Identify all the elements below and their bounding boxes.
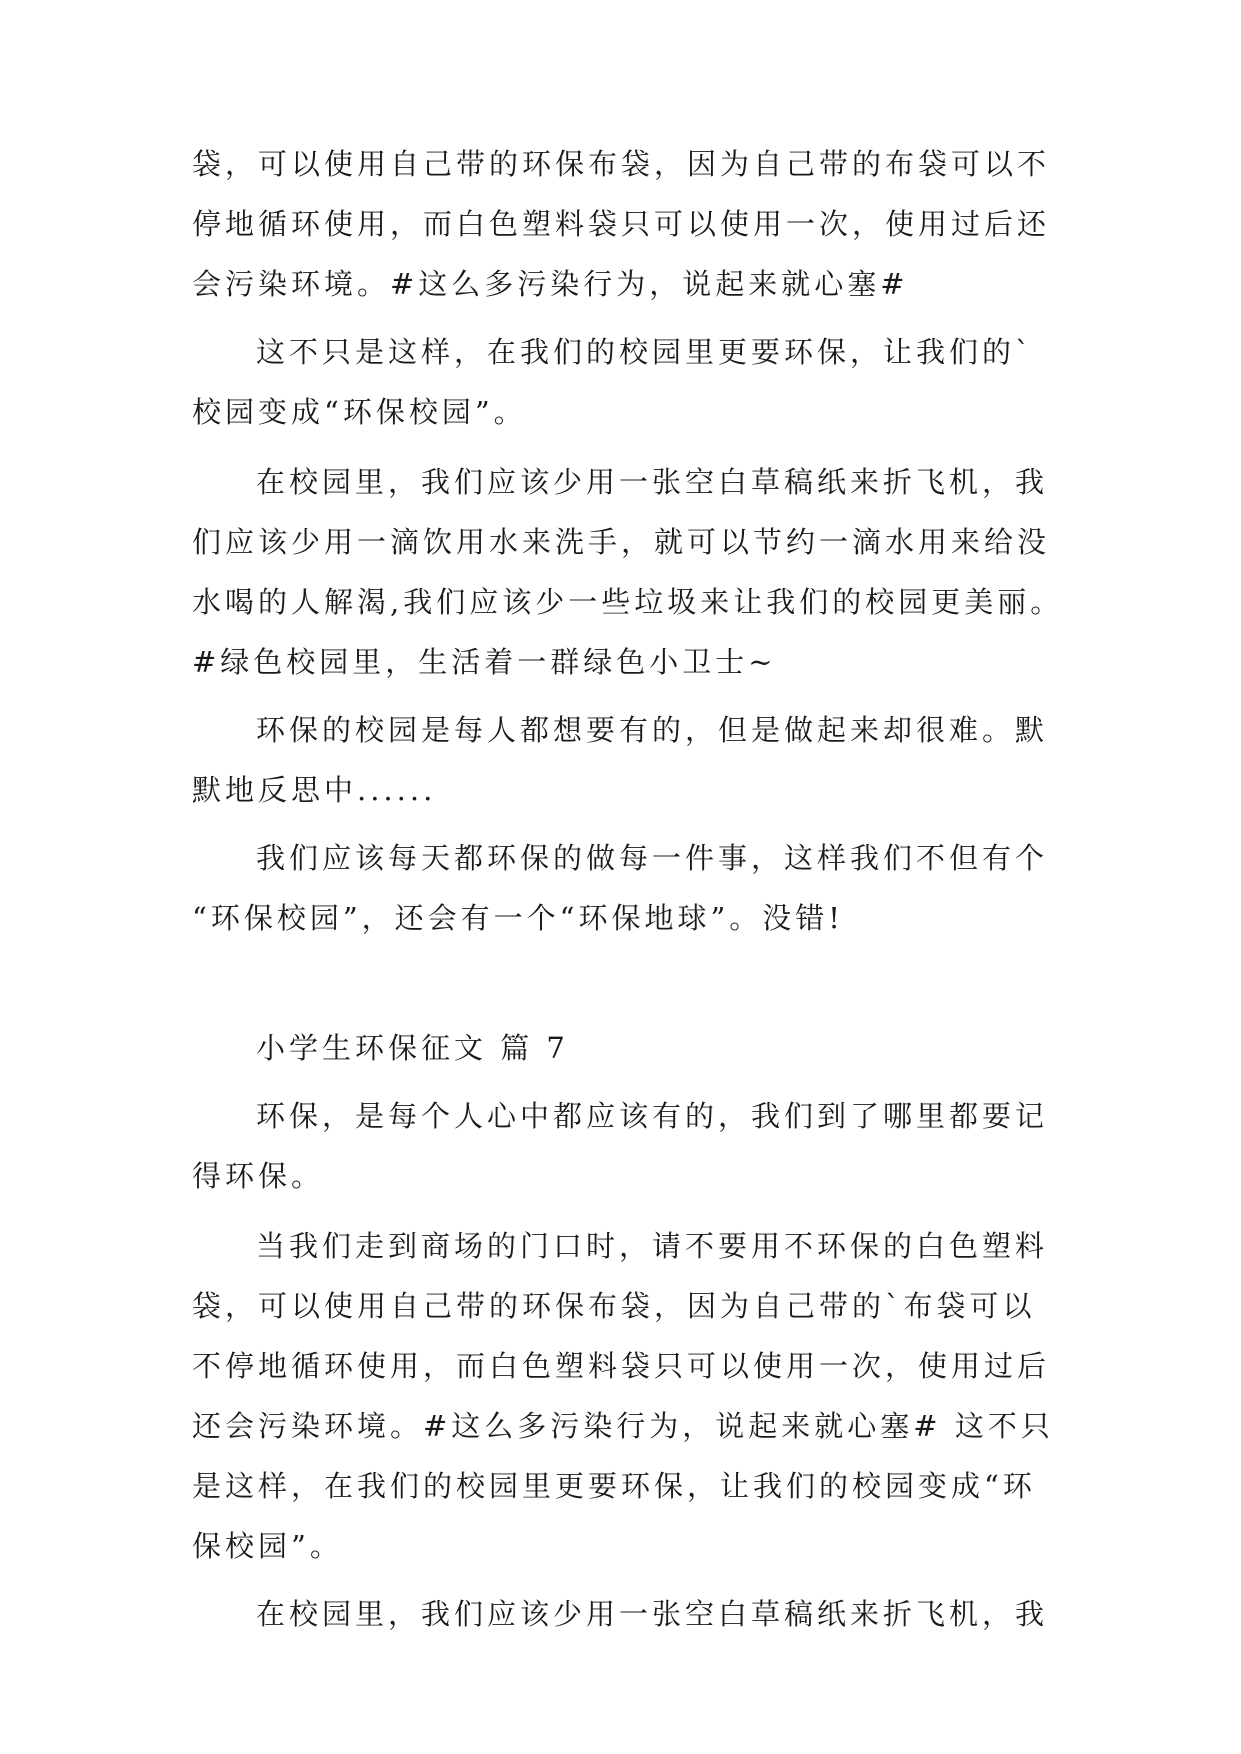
paragraph-first-line: 当我们走到商场的门口时，请不要用不环保的白色塑料 [256,1229,1049,1263]
text-line: #绿色校园里，生活着一群绿色小卫士~ [192,645,777,679]
text-line: 还会污染环境。#这么多污染行为，说起来就心塞# 这不只 [192,1409,1054,1443]
text-line: 会污染环境。#这么多污染行为，说起来就心塞# [192,267,909,301]
text-line: 保校园”。 [192,1529,343,1563]
text-line: 袋，可以使用自己带的环保布袋，因为自己带的`布袋可以 [192,1289,1036,1323]
paragraph-first-line: 环保的校园是每人都想要有的，但是做起来却很难。默 [256,713,1049,747]
paragraph-first-line: 这不只是这样，在我们的校园里更要环保，让我们的` [256,335,1034,369]
paragraph-first-line: 在校园里，我们应该少用一张空白草稿纸来折飞机，我 [256,465,1049,499]
text-line: “环保校园”，还会有一个“环保地球”。没错! [192,901,844,935]
section-heading: 小学生环保征文 篇 7 [256,1031,569,1065]
text-line: 得环保。 [192,1159,325,1193]
paragraph-first-line: 环保，是每个人心中都应该有的，我们到了哪里都要记 [256,1099,1049,1133]
paragraph-first-line: 我们应该每天都环保的做每一件事，这样我们不但有个 [256,841,1049,875]
text-line: 是这样，在我们的校园里更要环保，让我们的校园变成“环 [192,1469,1036,1503]
text-line: 水喝的人解渴,我们应该少一些垃圾来让我们的校园更美丽。 [192,585,1064,619]
text-line: 们应该少用一滴饮用水来洗手，就可以节约一滴水用来给没 [192,525,1051,559]
text-line: 校园变成“环保校园”。 [192,395,527,429]
text-line: 停地循环使用，而白色塑料袋只可以使用一次，使用过后还 [192,207,1051,241]
text-line: 不停地循环使用，而白色塑料袋只可以使用一次，使用过后 [192,1349,1051,1383]
text-line: 袋，可以使用自己带的环保布袋，因为自己带的布袋可以不 [192,147,1051,181]
text-line: 默地反思中...... [192,773,437,807]
paragraph-first-line: 在校园里，我们应该少用一张空白草稿纸来折飞机，我 [256,1597,1049,1631]
